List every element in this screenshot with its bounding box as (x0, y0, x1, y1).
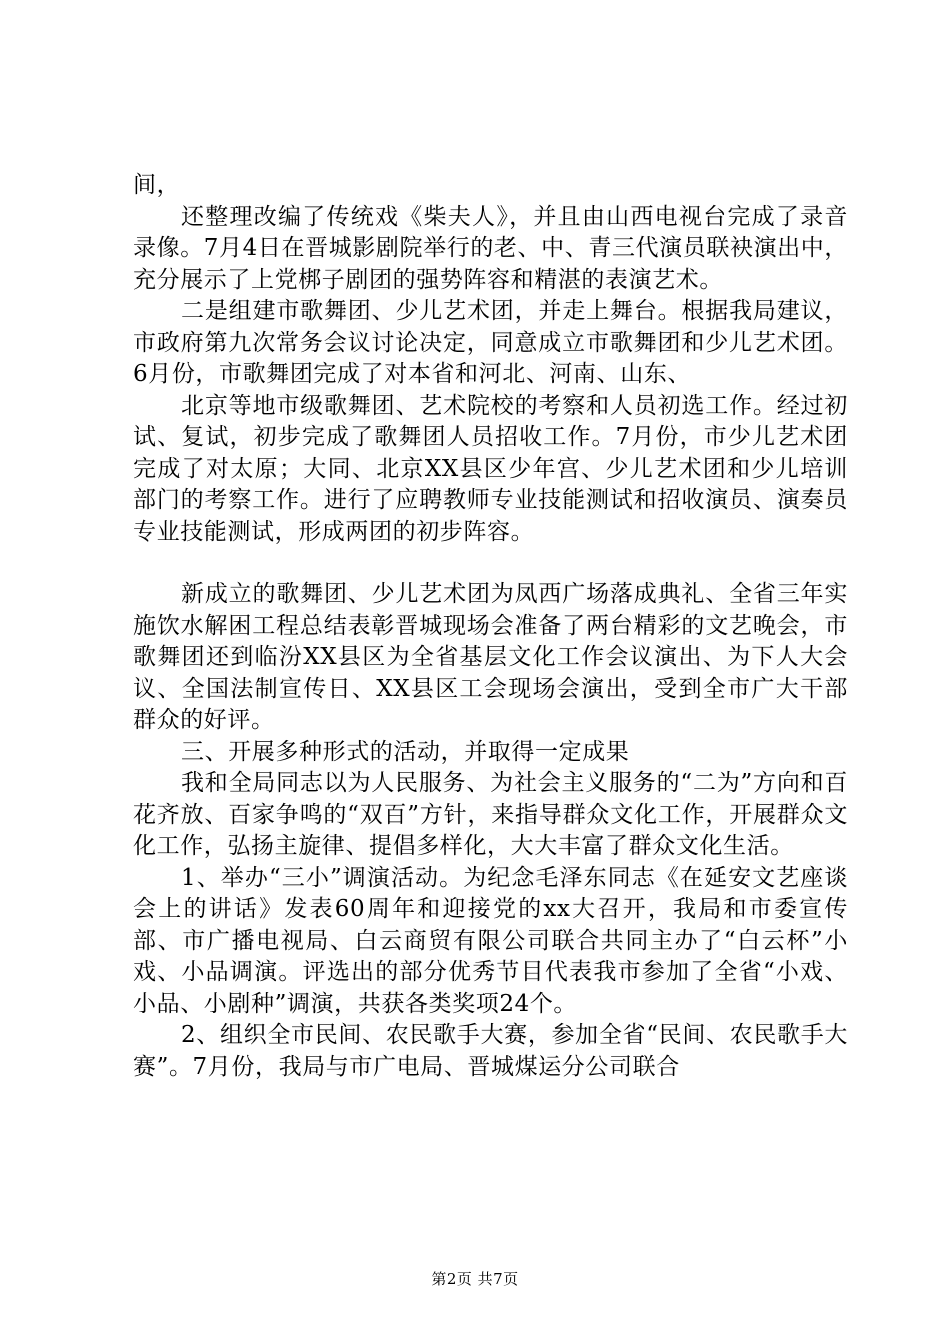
paragraph-song-dance-troupe: 二是组建市歌舞团、少儿艺术团，并走上舞台。根据我局建议，市政府第九次常务会议讨论决定，同意成立市歌舞团和少儿艺术团。6月份，市歌舞团完成了对本省和河北、河南、山东、 (133, 298, 848, 387)
paragraph-opera-adaptation: 还整理改编了传统戏《柴夫人》，并且由山西电视台完成了录音录像。7月4日在晋城影剧院举行的老、中、青三代演员联袂演出中，充分展示了上党梆子剧团的强势阵容和精湛的表演艺术。 (133, 203, 848, 293)
paragraph-recruitment: 北京等地市级歌舞团、艺术院校的考察和人员初选工作。经过初试、复试，初步完成了歌舞团人员招收工作。7月份，市少儿艺术团完成了对太原；大同、北京XX县区少年宫、少儿艺术团和少儿培训部门的考察工作。进行了应聘教师专业技能测试和招收演员、演奏员专业技能测试，形成两团的初步阵容。 (133, 392, 848, 545)
paragraph-mass-culture: 我和全局同志以为人民服务、为社会主义服务的“二为”方向和百花齐放、百家争鸣的“双百”方针，来指导群众文化工作，开展群众文化工作，弘扬主旋律、提倡多样化，大大丰富了群众文化生活。 (133, 770, 848, 859)
page-number-footer: 第2页 共7页 (431, 1270, 519, 1288)
paragraph-performances: 新成立的歌舞团、少儿艺术团为凤西广场落成典礼、全省三年实施饮水解困工程总结表彰晋城现场会准备了两台精彩的文艺晚会，市歌舞团还到临汾XX县区为全省基层文化工作会议演出、为下人大会议、全国法制宣传日、XX县区工会现场会演出，受到全市广大干部群众的好评。 (133, 581, 848, 733)
section-heading-activities: 三、开展多种形式的活动，并取得一定成果 (181, 738, 630, 765)
paragraph-three-small-event: 1、举办“三小”调演活动。为纪念毛泽东同志《在延安文艺座谈会上的讲话》发表60周年和迎接党的xx大召开，我局和市委宣传部、市广播电视局、白云商贸有限公司联合共同主办了“白云杯”小戏、小品调演。评选出的部分优秀节目代表我市参加了全省“小戏、小品、小剧种”调演，共获各类奖项24个。 (133, 864, 848, 1017)
document-body (133, 170, 848, 1083)
paragraph-continuation: 间， (133, 172, 181, 198)
paragraph-singer-contest: 2、组织全市民间、农民歌手大赛，参加全省“民间、农民歌手大赛”。7月份，我局与市广电局、晋城煤运分公司联合 (133, 1022, 848, 1080)
